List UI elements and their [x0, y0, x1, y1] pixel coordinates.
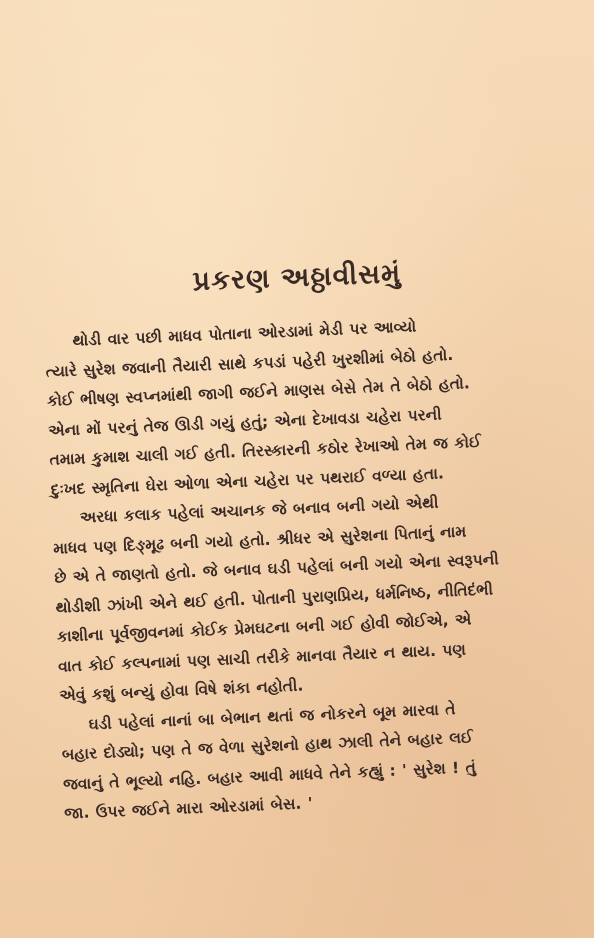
text-line: બહાર દોડ્યો; પણ તે જ વેળા સુરેશનો હાથ ઝાલી તેને બહાર લઈ [61, 728, 474, 764]
text-line: જા. ઉપર જઈને મારા ઓરડામાં બેસ. ' [63, 794, 313, 823]
chapter-body [44, 306, 585, 829]
text-line: એવું કશું બન્યું હોવા વિષે શંકા નહોતી. [59, 676, 304, 705]
text-line: દુઃખદ સ્મૃતિના ઘેરા ઓળા એના ચહેરા પર પથરાઈ વળ્યા હતા. [50, 463, 445, 499]
text-line: છે એ તે જાણતો હતો. જે બનાવ ઘડી પહેલાં બની ગયો એના સ્વરૂપની [54, 550, 500, 587]
paragraph-1 [44, 306, 571, 505]
chapter-title: પ્રકરણ અઠ્ઠાવીસમું [191, 258, 402, 298]
paragraph-3 [60, 689, 584, 829]
text-line: કાશીના પૂર્વજીવનમાં કોઈક પ્રેમઘટના બની ગઈ હોવી જોઈએ, એ [56, 610, 472, 646]
text-line: તમામ કુમાશ ચાલી ગઈ હતી. તિરસ્કારની કઠોર રેખાઓ તેમ જ કોઈ [49, 432, 482, 469]
text-line: માધવ પણ દિઙ્મૂઢ બની ગયો હતો. શ્રીધર એ સુરેશના પિતાનું નામ [52, 522, 467, 558]
text-line: ત્યારે સુરેશ જવાની તૈયારી સાથે કપડાં પહેરી ખુરશીમાં બેઠો હતો. [45, 345, 454, 381]
text-line: અરધા કલાક પહેલાં અચાનક જે બનાવ બની ગયો એથી [79, 493, 439, 527]
text-line: થોડી વાર પછી માધવ પોતાના ઓરડામાં મેડી પર આવ્યો [72, 317, 417, 350]
text-line: ઘડી પહેલાં નાનાં બા બેભાન થતાં જ નોકરને બૂમ મારવા તે [88, 699, 456, 733]
text-line: કોઈ ભીષણ સ્વપ્નમાંથી જાગી જઈને માણસ બેસે તેમ તે બેઠો હતો. [46, 374, 471, 410]
text-line: થોડીશી ઝાંખી એને થઈ હતી. પોતાની પુરાણપ્રિય, ધર્મનિષ્ઠ, નીતિદંભી [55, 579, 494, 617]
text-line: જવાનું તે ભૂલ્યો નહિ. બહાર આવી માધવે તેને કહ્યું : ' સુરેશ ! તું [62, 757, 477, 794]
text-line: વાત કોઈ કલ્પનામાં પણ સાચી તરીકે માનવા તૈયાર ન થાય. પણ [57, 640, 467, 676]
paragraph-2 [51, 483, 579, 711]
text-line: એના મોં પરનું તેજ ઊડી ગયું હતું; એના દેખાવડા ચહેરા પરની [47, 404, 442, 440]
